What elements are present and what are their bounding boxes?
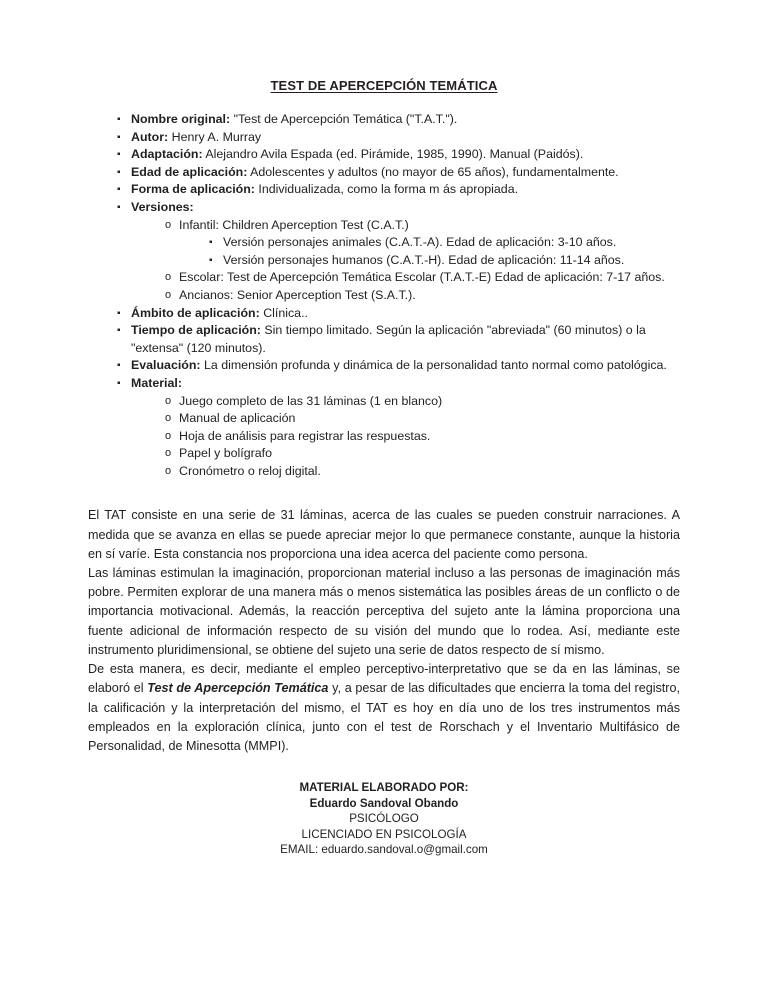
outline-item-level-3 [88,252,680,270]
outline-item-level-1 [88,181,680,199]
outline-item-label: Nombre original: [131,112,231,126]
outline-item-label: Autor: [131,129,169,144]
outline-item-value: Adolescentes y adultos (no mayor de 65 años), fundamentalmente. [247,164,619,179]
outline-item-text [179,269,680,287]
outline-item-text [131,146,680,164]
square-bullet-icon: ▪ [209,237,213,249]
square-bullet-icon: ▪ [117,377,121,389]
outline-item-level-1 [88,357,680,375]
outline-item-text [179,393,680,411]
outline-item-text [131,164,680,182]
page-title [88,78,680,93]
square-bullet-icon: ▪ [117,201,121,213]
outline-item-value: Clínica.. [259,305,308,320]
outline-item-value: Ancianos: Senior Aperception Test (S.A.T.). [179,287,416,302]
paragraph-3-part-2: y, a pesar de las dificultades que encierra la toma del registro, la calificación y la interpretación del mismo, el TAT es hoy en día uno de los tres instrumentos más empleados en la exploración clínica, junto con el test de Rorschach y el Inventario Multifásico de Personalidad, de Minesotta (MMPI). [88,681,681,753]
outline-item-level-2 [88,463,680,481]
outline-item-value: Versión personajes animales (C.A.T.-A). Edad de aplicación: 3-10 años. [223,235,617,250]
paragraph-2: Las láminas estimulan la imaginación, proporcionan material incluso a las personas de imaginación más pobre. Permiten explorar de una manera más o menos sistemática las posibles áreas de un conflicto o de importancia motivacional. Además, la reacción perceptiva del sujeto ante la lámina proporciona una fuente adicional de información respecto de su visión del mundo que lo rodea. Así, mediante este instrumento pluridimensional, se obtiene del sujeto una serie de datos respecto de sí mismo. [88,566,680,657]
outline-item-text [131,111,680,129]
square-bullet-icon: ▪ [117,114,121,125]
outline-item-value: Papel y bolígrafo [179,446,272,461]
outline-item-text [179,287,680,305]
document-footer [88,780,680,858]
outline-item-label: Evaluación: [131,358,201,373]
circle-bullet-icon: o [165,218,172,231]
footer-author-name: Eduardo Sandoval Obando [309,796,459,810]
body-text [88,506,680,756]
circle-bullet-icon: o [165,394,172,407]
outline-item-level-3 [88,234,680,252]
circle-bullet-icon: o [165,288,172,301]
outline-item-level-1 [88,199,680,217]
outline-item-text [131,199,680,217]
square-bullet-icon: ▪ [117,307,121,319]
outline-item-value: La dimensión profunda y dinámica de la personalidad tanto normal como patológica. [200,358,667,373]
paragraph-3-emphasis: Test de Apercepción Temática [147,681,329,696]
outline-item-value: Henry A. Murray [168,129,262,144]
circle-bullet-icon: o [165,464,172,477]
outline-item-text [131,305,680,323]
outline-item-level-1 [88,164,680,182]
outline-item-level-1 [88,375,680,393]
square-bullet-icon: ▪ [117,149,121,161]
outline-item-level-2 [88,428,680,446]
outline-item-label: Ámbito de aplicación: [131,305,260,320]
page-title-text: TEST DE APERCEPCIÓN TEMÁTICA [270,78,498,93]
footer-profession: PSICÓLOGO [349,812,419,826]
outline-item-value: "Test de Apercepción Temática ("T.A.T."). [230,112,458,126]
outline-item-text [131,181,680,199]
circle-bullet-icon: o [165,271,172,284]
outline-item-label: Forma de aplicación: [131,182,255,197]
outline-item-text [179,217,680,235]
outline-item-text [179,463,680,481]
outline-item-text [179,410,680,428]
outline-item-value: Manual de aplicación [179,411,296,426]
circle-bullet-icon: o [165,447,172,460]
paragraph-3 [88,660,680,756]
outline-item-label: Edad de aplicación: [131,164,248,179]
outline-item-level-1 [88,129,680,147]
circle-bullet-icon: o [165,412,172,425]
outline-item-text [179,445,680,463]
square-bullet-icon: ▪ [117,184,121,196]
circle-bullet-icon: o [165,429,172,442]
outline-item-label: Tiempo de aplicación: [131,323,261,338]
outline-item-level-1 [88,146,680,164]
outline-item-value: Alejandro Avila Espada (ed. Pirámide, 1985, 1990). Manual (Paidós). [202,147,584,162]
outline-item-label: Material: [131,375,182,390]
outline-item-level-2 [88,269,680,287]
outline-item-level-2 [88,217,680,235]
outline-item-text [223,252,680,270]
outline-list [88,111,680,480]
outline-item-text [131,129,680,147]
outline-item-value: Versión personajes humanos (C.A.T.-H). Edad de aplicación: 11-14 años. [223,252,625,267]
outline-item-value: Escolar: Test de Apercepción Temática Escolar (T.A.T.-E) Edad de aplicación: 7-17 años. [179,270,665,285]
square-bullet-icon: ▪ [117,166,121,178]
outline-item-level-2 [88,393,680,411]
outline-item-level-1 [88,305,680,323]
outline-item-value: Cronómetro o reloj digital. [179,463,321,478]
outline-item-text [223,234,680,252]
outline-item-level-2 [88,410,680,428]
outline-item-value: Infantil: Children Aperception Test (C.A.T.) [179,217,409,232]
footer-degree: LICENCIADO EN PSICOLOGÍA [301,827,467,841]
outline-item-level-2 [88,287,680,305]
square-bullet-icon: ▪ [209,254,213,266]
outline-item-text [131,357,680,375]
outline-item-level-1 [88,322,680,357]
outline-item-value: Juego completo de las 31 láminas (1 en blanco) [179,393,443,408]
outline-item-text [131,375,680,393]
square-bullet-icon: ▪ [117,360,121,372]
footer-email: EMAIL: eduardo.sandoval.o@gmail.com [280,843,488,857]
outline-item-value: Hoja de análisis para registrar las respuestas. [179,428,431,443]
outline-item-text [179,428,680,446]
outline-item-text [131,322,680,357]
outline-item-value: Sin tiempo limitado. Según la aplicación "abreviada" (60 minutos) o la "extensa" (120 minutos). [131,323,646,355]
outline-item-value: Individualizada, como la forma m ás apropiada. [254,182,519,197]
paragraph-1: El TAT consiste en una serie de 31 láminas, acerca de las cuales se pueden construir narraciones. A medida que se avanza en ellas se puede apreciar mejor lo que permanece constante, aunque la historia en sí varíe. Esta constancia nos proporciona una idea acerca del paciente como persona. [88,508,680,561]
outline-item-level-1 [88,111,680,129]
outline-item-level-2 [88,445,680,463]
footer-credit-heading: MATERIAL ELABORADO POR: [299,781,469,795]
paragraph-3-part-1: De esta manera, es decir, mediante el empleo perceptivo-interpretativo que se da en las láminas, se elaboró el [88,662,680,696]
outline-item-label: Versiones: [131,199,194,214]
square-bullet-icon: ▪ [117,131,121,143]
outline-item-label: Adaptación: [131,147,203,162]
square-bullet-icon: ▪ [117,325,121,337]
